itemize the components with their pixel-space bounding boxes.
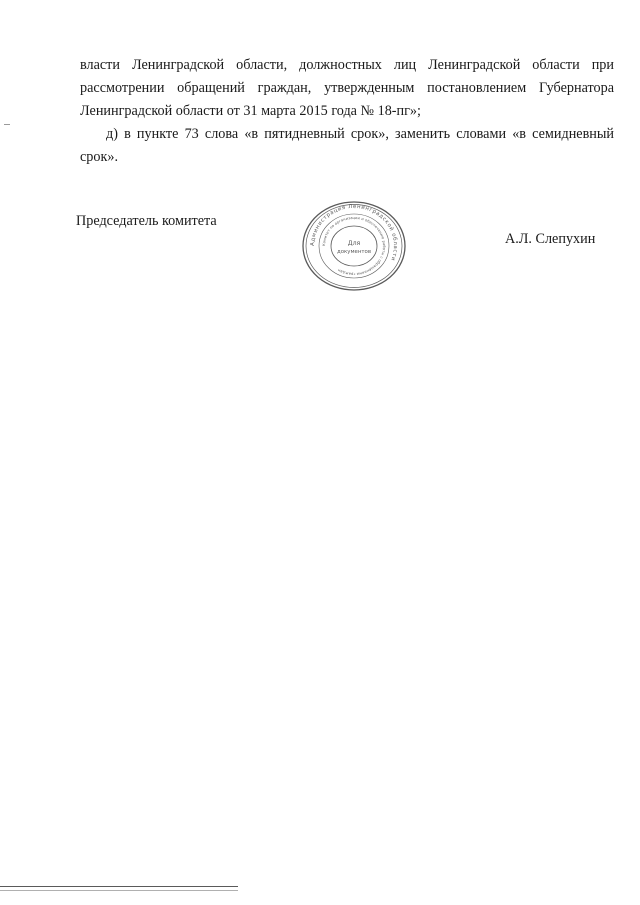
signatory-name: А.Л. Слепухин bbox=[505, 231, 596, 247]
seal-inner-text: Комитет по организации и обеспечению работы с обращениями граждан bbox=[321, 215, 387, 277]
document-body bbox=[80, 54, 614, 169]
signatory-title: Председатель комитета bbox=[76, 213, 217, 229]
seal-center-line-2: документов bbox=[337, 249, 371, 255]
footer-rule-secondary bbox=[0, 890, 238, 891]
official-seal-stamp bbox=[301, 200, 407, 292]
seal-ring-text: Администрация Ленинградской области bbox=[309, 203, 399, 262]
seal-center-line-1: Для bbox=[347, 240, 361, 247]
paragraph-item-d: д) в пункте 73 слова «в пятидневный срок», заменить словами «в семидневный срок». bbox=[80, 126, 614, 165]
footer-rule bbox=[0, 886, 238, 887]
margin-mark bbox=[4, 124, 10, 125]
paragraph-continuation: власти Ленинградской области, должностных лиц Ленинградской области при рассмотрении обращений граждан, утвержденным постановлением Губернатора Ленинградской области от 31 марта 2015 года № 18-пг»; bbox=[80, 57, 614, 119]
